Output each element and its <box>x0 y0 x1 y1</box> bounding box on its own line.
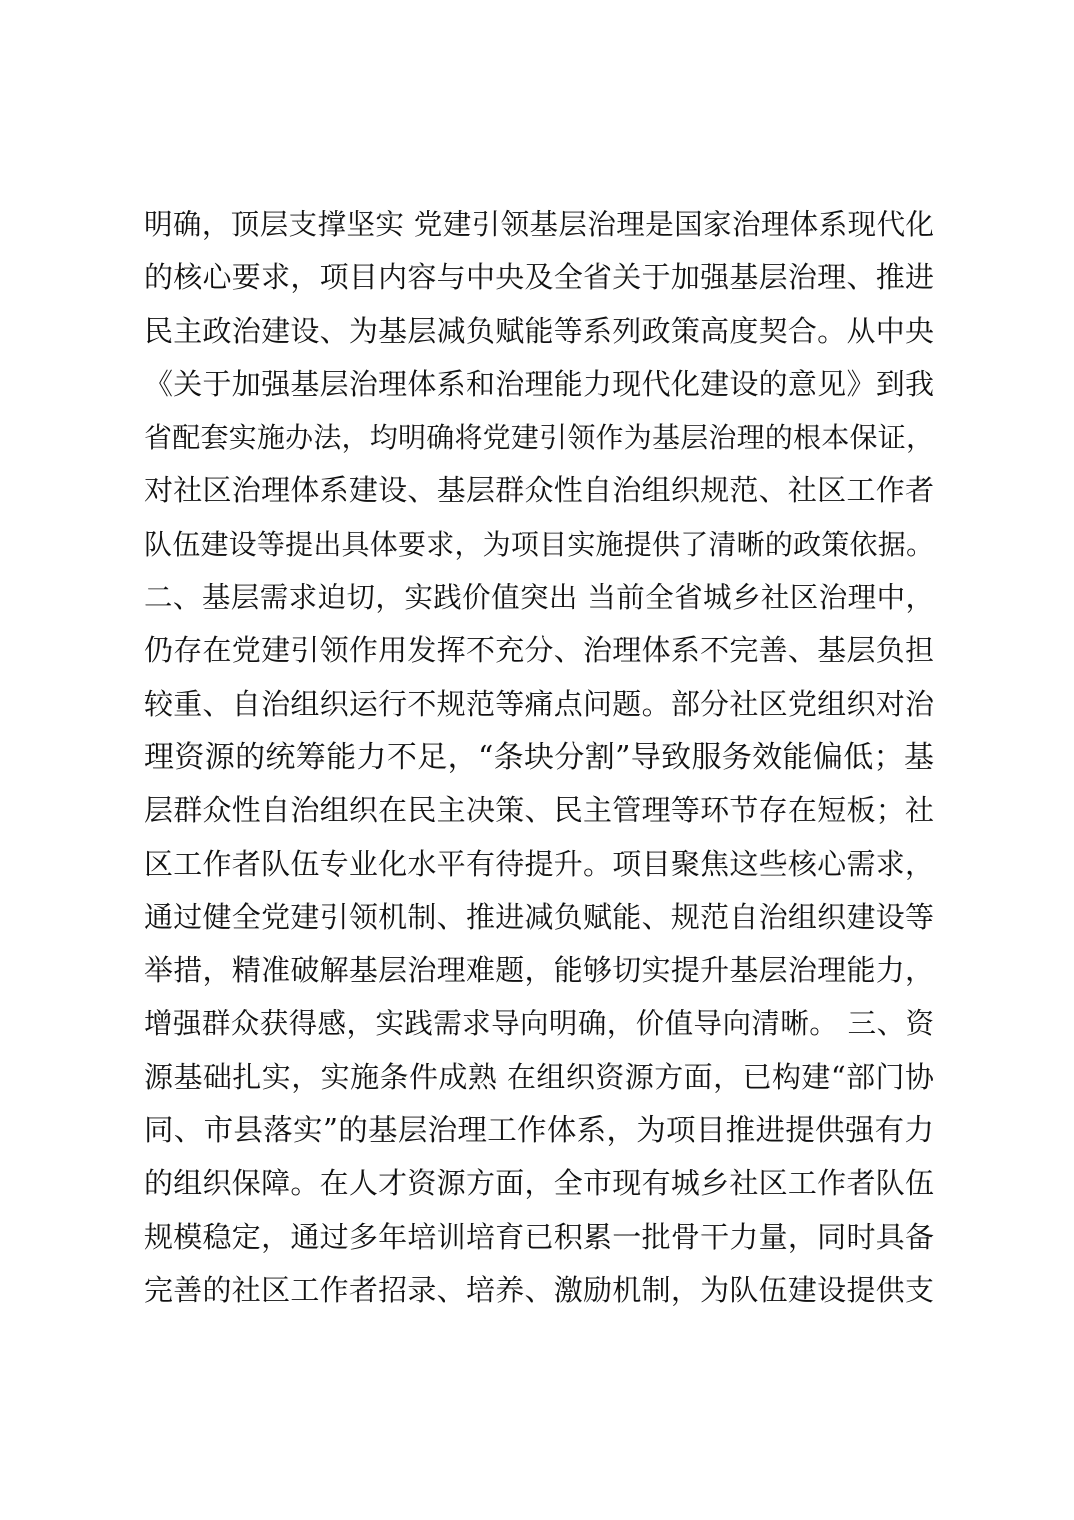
text-line: 通过健全党建引领机制、推进减负赋能、规范自治组织建设等 <box>144 899 934 934</box>
text-line: 的核心要求，项目内容与中央及全省关于加强基层治理、推进 <box>144 260 934 295</box>
text-line: 区工作者队伍专业化水平有待提升。项目聚焦这些核心需求， <box>144 846 934 881</box>
text-line: 明确，顶层支撑坚实 党建引领基层治理是国家治理体系现代化 <box>144 208 934 241</box>
text-line: 省配套实施办法，均明确将党建引领作为基层治理的根本保证， <box>144 421 934 455</box>
text-line: 规模稳定，通过多年培训培育已积累一批骨干力量，同时具备 <box>144 1219 934 1254</box>
text-line: 的组织保障。在人才资源方面，全市现有城乡社区工作者队伍 <box>144 1166 934 1201</box>
body-text <box>144 198 934 1317</box>
text-line: 民主政治建设、为基层减负赋能等系列政策高度契合。从中央 <box>144 313 934 348</box>
text-line: 仍存在党建引领作用发挥不充分、治理体系不完善、基层负担 <box>144 633 934 668</box>
text-line: 同、市县落实”的基层治理工作体系，为项目推进提供强有力 <box>144 1113 934 1148</box>
text-line: 《关于加强基层治理体系和治理能力现代化建设的意见》到我 <box>144 366 934 401</box>
text-line: 二、基层需求迫切，实践价值突出 当前全省城乡社区治理中， <box>144 581 934 615</box>
text-line: 举措，精准破解基层治理难题，能够切实提升基层治理能力， <box>144 953 934 988</box>
text-line: 增强群众获得感，实践需求导向明确，价值导向清晰。 三、资 <box>144 1007 934 1041</box>
text-line: 较重、自治组织运行不规范等痛点问题。部分社区党组织对治 <box>144 686 934 721</box>
text-line: 完善的社区工作者招录、培养、激励机制，为队伍建设提供支 <box>144 1272 934 1307</box>
text-line: 层群众性自治组织在民主决策、民主管理等环节存在短板；社 <box>144 793 934 828</box>
text-line: 对社区治理体系建设、基层群众性自治组织规范、社区工作者 <box>144 473 934 508</box>
text-line: 源基础扎实，实施条件成熟 在组织资源方面，已构建“部门协 <box>144 1059 934 1094</box>
text-line: 队伍建设等提出具体要求，为项目实施提供了清晰的政策依据。 <box>144 527 934 561</box>
text-line: 理资源的统筹能力不足，“条块分割”导致服务效能偏低；基 <box>144 739 934 775</box>
